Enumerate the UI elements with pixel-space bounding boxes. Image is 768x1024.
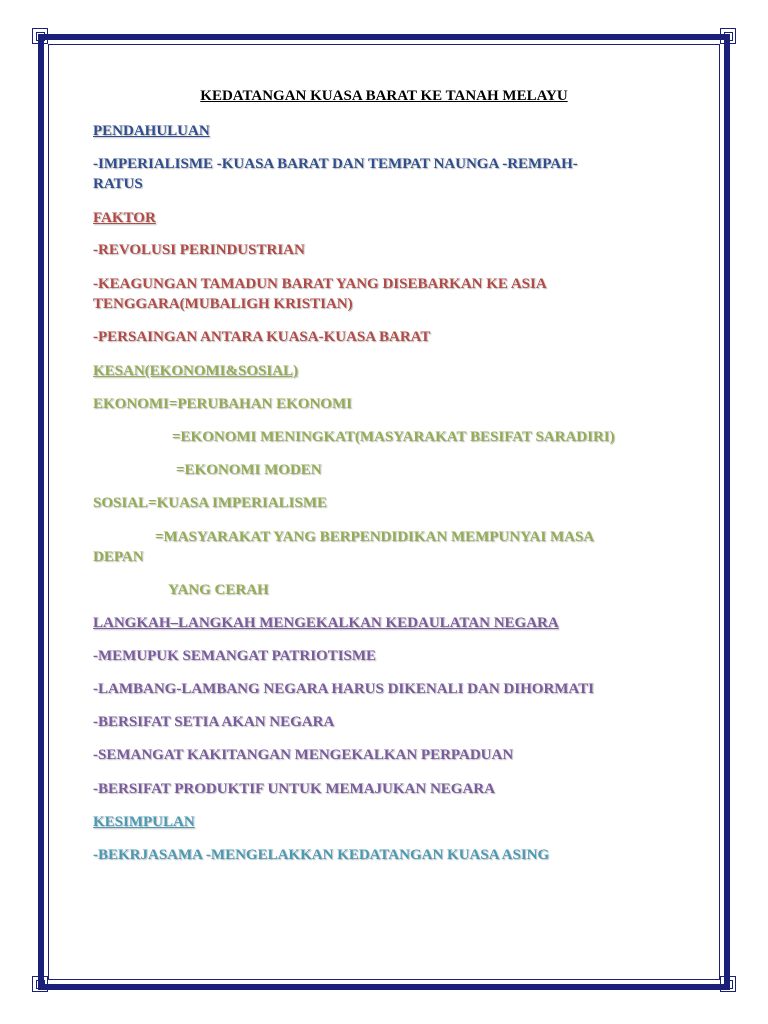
pendahuluan-line-1: -IMPERIALISME -KUASA BARAT DAN TEMPAT NAUNGA -REMPAH-	[93, 156, 578, 172]
document-title: KEDATANGAN KUASA BARAT KE TANAH MELAYU	[200, 88, 568, 104]
pendahuluan-line-2: RATUS	[93, 176, 143, 192]
faktor-heading: FAKTOR	[93, 210, 156, 226]
kesimpulan-item-1: -BEKRJASAMA -MENGELAKKAN KEDATANGAN KUASA ASING	[93, 847, 550, 863]
faktor-item-1: -REVOLUSI PERINDUSTRIAN	[93, 242, 305, 258]
corner-ornament-top-right	[720, 28, 736, 44]
corner-ornament-bottom-left	[32, 976, 48, 992]
kesan-ekonomi-3: =EKONOMI MODEN	[176, 462, 322, 478]
faktor-item-3: -PERSAINGAN ANTARA KUASA-KUASA BARAT	[93, 329, 431, 345]
faktor-item-2a: -KEAGUNGAN TAMADUN BARAT YANG DISEBARKAN KE ASIA	[93, 276, 547, 292]
langkah-item-1: -MEMUPUK SEMANGAT PATRIOTISME	[93, 648, 377, 664]
langkah-item-4: -SEMANGAT KAKITANGAN MENGEKALKAN PERPADUAN	[93, 747, 514, 763]
kesan-sosial-1: SOSIAL=KUASA IMPERIALISME	[93, 495, 328, 511]
langkah-item-5: -BERSIFAT PRODUKTIF UNTUK MEMAJUKAN NEGARA	[93, 781, 495, 797]
kesan-sosial-3: DEPAN	[93, 549, 144, 565]
langkah-heading: LANGKAH–LANGKAH MENGEKALKAN KEDAULATAN NEGARA	[93, 615, 559, 631]
kesimpulan-heading: KESIMPULAN	[93, 814, 195, 830]
corner-ornament-top-left	[32, 28, 48, 44]
kesan-ekonomi-1: EKONOMI=PERUBAHAN EKONOMI	[93, 396, 352, 412]
faktor-item-2b: TENGGARA(MUBALIGH KRISTIAN)	[93, 296, 353, 312]
corner-ornament-bottom-right	[720, 976, 736, 992]
langkah-item-3: -BERSIFAT SETIA AKAN NEGARA	[93, 714, 335, 730]
langkah-item-2: -LAMBANG-LAMBANG NEGARA HARUS DIKENALI DAN DIHORMATI	[93, 681, 594, 697]
kesan-sosial-4: YANG CERAH	[168, 582, 269, 598]
pendahuluan-heading: PENDAHULUAN	[93, 123, 210, 139]
kesan-sosial-2: =MASYARAKAT YANG BERPENDIDIKAN MEMPUNYAI MASA	[155, 529, 595, 545]
kesan-heading: KESAN(EKONOMI&SOSIAL)	[93, 363, 299, 379]
kesan-ekonomi-2: =EKONOMI MENINGKAT(MASYARAKAT BESIFAT SARADIRI)	[172, 429, 615, 445]
